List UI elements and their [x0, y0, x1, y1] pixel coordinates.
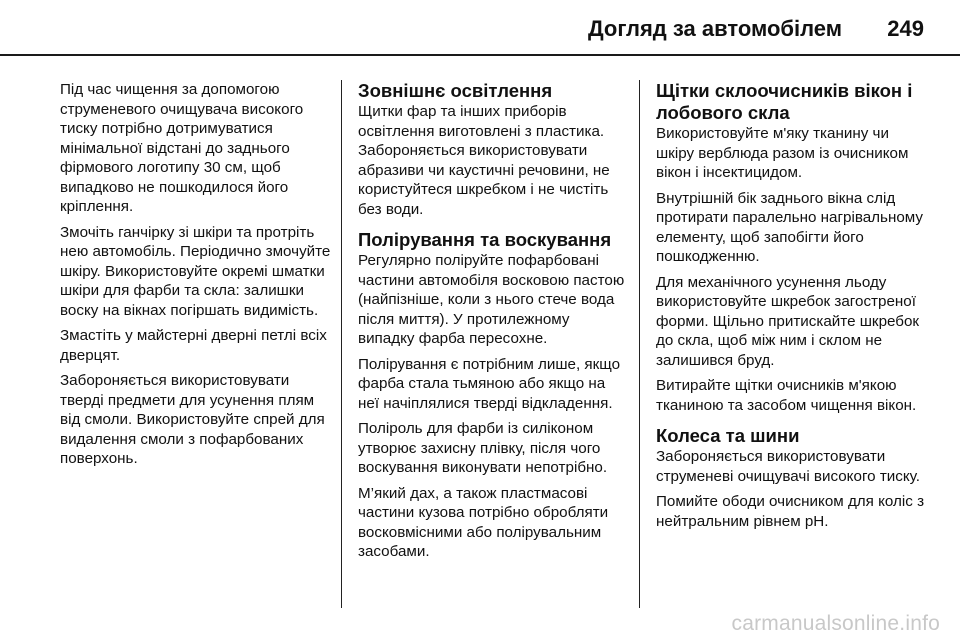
header-divider — [0, 54, 960, 56]
paragraph-soft-cloth: Використовуйте м'яку тканину чи шкіру верблюда разом із очисником вікон і інсектицидом. — [656, 125, 909, 181]
page-title: Догляд за автомобілем — [587, 16, 842, 41]
column-left — [60, 80, 332, 475]
paragraph-rim-cleaner: Помийте ободи очисником для коліс з нейтральним рівнем pH. — [656, 493, 925, 530]
paragraph-door-hinges: Змастіть у майстерні дверні петлі всіх дверцят. — [60, 327, 327, 364]
paragraph-polishing-regular: Регулярно поліруйте пофарбовані частини автомобіля восковою пастою (найпізніше, коли з нього стече вода після миття). У протилежному випадку фарба пересохне. — [358, 252, 625, 347]
watermark: carmanualsonline.info — [731, 612, 940, 635]
paragraph-soft-top: М’який дах, а також пластмасові частини кузова потрібно обробляти восковмісними або полірувальним засобами. — [358, 484, 609, 560]
column-divider — [639, 80, 640, 608]
paragraph-no-pressure-washer: Забороняється використовувати струменеві очищувачі високого тиску. — [656, 448, 920, 485]
heading-exterior-lights: Зовнішнє освітлення — [358, 80, 553, 101]
paragraph-silicone-polish: Поліроль для фарби із силіконом утворює захисну плівку, після чого воскування виконувати непотрібно. — [358, 420, 608, 476]
heading-polishing: Полірування та воскування — [358, 229, 612, 250]
column-right — [656, 80, 928, 537]
column-middle — [358, 80, 630, 568]
paragraph-chamois: Змочіть ганчірку зі шкіри та протріть нею автомобіль. Періодично змочуйте шкіру. Використовуйте окремі шматки шкіри для фарби та скла: залишки воску на вікнах погіршать видимість. — [60, 223, 331, 319]
page-header — [0, 0, 960, 56]
paragraph-rear-window: Внутрішній бік заднього вікна слід протирати паралельно нагрівальному елементу, щоб запобігти його пошкодженню. — [656, 189, 923, 265]
paragraph-ice-scraper: Для механічного усунення льоду використовуйте шкребок загостреної форми. Щільно притискайте шкребок до скла, щоб між ним і склом не залишився бруд. — [656, 273, 920, 369]
paragraph-wiper-wipe: Витирайте щітки очисників м'якою тканиною та засобом чищення вікон. — [656, 377, 917, 414]
heading-wiper-blades: Щітки склоочисників вікон і лобового скла — [656, 80, 913, 123]
paragraph-tar-stains: Забороняється використовувати тверді предмети для усунення плям від смоли. Використовуйте спрей для видалення смоли з пофарбованих поверхонь. — [60, 372, 325, 467]
column-divider — [341, 80, 342, 608]
heading-wheels-tyres: Колеса та шини — [656, 425, 800, 446]
page-number: 249 — [887, 16, 924, 41]
paragraph-exterior-lights: Щитки фар та інших приборів освітлення виготовлені з пластика. Забороняється використовувати абразиви чи каустичні речовини, не користуйтеся шкребком і не чистіть без води. — [358, 103, 610, 218]
paragraph-pressure-washer: Під час чищення за допомогою струменевого очищувача високого тиску потрібно дотримуватися мінімальної відстані до заднього фірмового логотипу 30 см, щоб випадково не пошкодилося його кріплення. — [60, 81, 304, 215]
paragraph-polishing-needed: Полірування є потрібним лише, якщо фарба стала тьмяною або якщо на неї начіплялися тверді відкладення. — [358, 355, 621, 412]
